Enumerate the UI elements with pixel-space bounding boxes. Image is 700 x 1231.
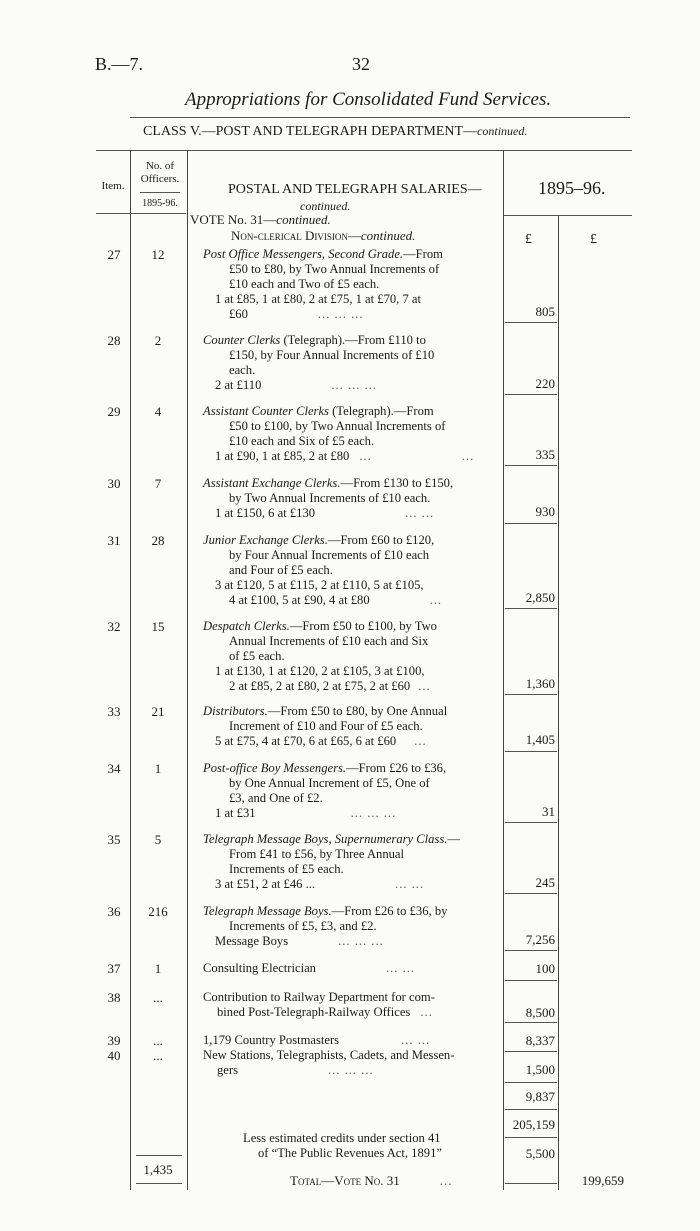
officers-header-rule <box>140 192 180 193</box>
amount-rule <box>505 523 557 524</box>
amount-rule <box>505 1082 557 1083</box>
officer-count: 28 <box>151 533 165 548</box>
officer-count: 21 <box>151 704 165 719</box>
officers-year: 1895-96. <box>142 198 178 209</box>
amount-rule <box>505 950 557 951</box>
officer-count: 12 <box>151 247 165 262</box>
officer-count: 5 <box>154 832 162 847</box>
total-amount: 199,659 <box>581 1173 624 1188</box>
pound-sign-amount: £ <box>525 232 532 247</box>
row-amount: 335 <box>535 447 555 462</box>
title-rule <box>130 117 630 118</box>
col-rule-officers <box>187 150 188 1190</box>
credits-label-line2: of “The Public Revenues Act, 1891” <box>258 1146 442 1160</box>
row-amount: 1,360 <box>525 676 555 691</box>
officers-total-rule-bottom <box>136 1183 182 1184</box>
page-number: 32 <box>352 54 370 74</box>
item-number: 38 <box>107 990 121 1005</box>
amount-rule <box>505 608 557 609</box>
row-description: Telegraph Message Boys.—From £26 to £36, by Increments of £5, £3, and £2. Message Boys ... ... ... <box>203 904 448 948</box>
officer-count: 2 <box>154 333 162 348</box>
item-number: 36 <box>107 904 121 919</box>
total-label: Total—Vote No. 31 ... <box>290 1173 453 1188</box>
credits-label-line1: Less estimated credits under section 41 <box>243 1131 441 1145</box>
row-amount: 7,256 <box>525 932 555 947</box>
officer-count: ... <box>153 1048 163 1063</box>
row-description: New Stations, Telegraphists, Cadets, and Messen- gers ... ... ... <box>203 1048 455 1077</box>
class-heading: CLASS V.—POST AND TELEGRAPH DEPARTMENT—continued. <box>143 124 528 139</box>
item-number: 40 <box>107 1048 121 1063</box>
financial-year: 1895–96. <box>538 178 606 198</box>
item-number: 31 <box>107 533 121 548</box>
col-rule-amount <box>558 215 559 1190</box>
row-description: Consulting Electrician ... ... <box>203 961 416 975</box>
officer-count: 15 <box>151 619 165 634</box>
row-description: Distributors.—From £50 to £80, by One Annual Increment of £10 and Four of £5 each. 5 at £75, 4 at £70, 6 at £65, 6 at £60 ... <box>203 704 448 748</box>
row-amount: 1,500 <box>525 1062 555 1077</box>
row-amount: 1,405 <box>525 732 555 747</box>
pound-sign-total: £ <box>590 232 597 247</box>
officers-total: 1,435 <box>143 1162 173 1177</box>
item-number: 32 <box>107 619 121 634</box>
division-heading: Non-clerical Division—continued. <box>231 228 416 243</box>
row-description: Telegraph Message Boys, Supernumerary Class.— From £41 to £56, by Three Annual Increments of £5 each. 3 at £51, 2 at £46 ... ... ... <box>203 832 460 891</box>
amount-rule <box>505 394 557 395</box>
vote-heading: VOTE No. 31—continued. <box>190 212 331 227</box>
amount-rule <box>505 1051 557 1052</box>
row-amount: 2,850 <box>525 590 555 605</box>
col-header-officers: No. of Officers. <box>140 160 180 185</box>
col-rule-desc <box>503 150 504 1190</box>
header-rule-left <box>96 213 186 214</box>
col-rule-item <box>130 150 131 1190</box>
officer-count: 1 <box>154 761 162 776</box>
subtotal-amount: 9,837 <box>525 1089 555 1104</box>
row-amount: 8,337 <box>525 1033 555 1048</box>
row-description: Counter Clerks (Telegraph).—From £110 to £150, by Four Annual Increments of £10 each. 2 at £110 ... ... ... <box>203 333 435 392</box>
officer-count: 1 <box>154 961 162 976</box>
col-header-item: Item. <box>101 180 125 192</box>
gross-amount: 205,159 <box>512 1117 555 1132</box>
officer-count: ... <box>153 990 163 1005</box>
officers-total-rule <box>136 1155 182 1156</box>
amount-rule <box>505 694 557 695</box>
row-description: Junior Exchange Clerks.—From £60 to £120, by Four Annual Increments of £10 each and Four of £5 each. 3 at £120, 5 at £115, 2 at £110, 5 at £105, 4 at £100, 5 at £90, 4 at £80 ... <box>203 533 443 607</box>
row-amount: 805 <box>535 304 555 319</box>
row-amount: 31 <box>542 804 555 819</box>
row-description: Despatch Clerks.—From £50 to £100, by Two Annual Increments of £10 each and Six of £5 each. 1 at £130, 1 at £120, 2 at £105, 3 at £100, 2 at £85, 2 at £80, 2 at £75, 2 at £60 ... <box>203 619 437 693</box>
officer-count: ... <box>153 1033 163 1048</box>
officer-count: 7 <box>154 476 162 491</box>
item-number: 33 <box>107 704 121 719</box>
total-rule <box>505 1183 557 1184</box>
officer-count: 216 <box>148 904 168 919</box>
item-number: 28 <box>107 333 121 348</box>
page-title: Appropriations for Consolidated Fund Services. <box>185 89 552 110</box>
table-top-rule <box>96 150 632 151</box>
amount-rule <box>505 1109 557 1110</box>
row-description: Contribution to Railway Department for com- bined Post-Telegraph-Railway Offices ... <box>203 990 435 1019</box>
section-continued: continued. <box>300 199 351 213</box>
row-amount: 245 <box>535 875 555 890</box>
row-amount: 220 <box>535 376 555 391</box>
item-number: 37 <box>107 961 121 976</box>
amount-rule <box>505 1022 557 1023</box>
item-number: 39 <box>107 1033 121 1048</box>
item-number: 29 <box>107 404 121 419</box>
amount-rule <box>505 980 557 981</box>
row-amount: 930 <box>535 504 555 519</box>
row-description: Assistant Counter Clerks (Telegraph).—From £50 to £100, by Two Annual Increments of £10 each and Six of £5 each. 1 at £90, 1 at £85, 2 at £80 ... ... <box>203 404 475 463</box>
section-title: POSTAL AND TELEGRAPH SALARIES— <box>228 182 482 197</box>
row-description: Assistant Exchange Clerks.—From £130 to £150, by Two Annual Increments of £10 each. 1 at £150, 6 at £130 ... ... <box>203 476 454 520</box>
item-number: 35 <box>107 832 121 847</box>
row-amount: 100 <box>535 961 555 976</box>
credits-amount: 5,500 <box>525 1146 555 1161</box>
officer-count: 4 <box>154 404 162 419</box>
amount-rule <box>505 751 557 752</box>
row-description: 1,179 Country Postmasters ... ... <box>203 1033 431 1047</box>
amount-rule <box>505 322 557 323</box>
row-amount: 8,500 <box>525 1005 555 1020</box>
amount-rule <box>505 1137 557 1138</box>
item-number: 27 <box>107 247 121 262</box>
amount-rule <box>505 465 557 466</box>
header-rule-right <box>504 215 632 216</box>
amount-rule <box>505 822 557 823</box>
document-code: B.—7. <box>95 54 144 74</box>
item-number: 34 <box>107 761 121 776</box>
row-description: Post Office Messengers, Second Grade.—From £50 to £80, by Two Annual Increments of £10 each and Two of £5 each. 1 at £85, 1 at £80, 2 at £75, 1 at £70, 7 at £60 ... ... ... <box>203 247 443 321</box>
amount-rule <box>505 893 557 894</box>
item-number: 30 <box>107 476 121 491</box>
row-description: Post-office Boy Messengers.—From £26 to £36, by One Annual Increment of £5, One of £3, and One of £2. 1 at £31 ... ... ... <box>203 761 447 820</box>
